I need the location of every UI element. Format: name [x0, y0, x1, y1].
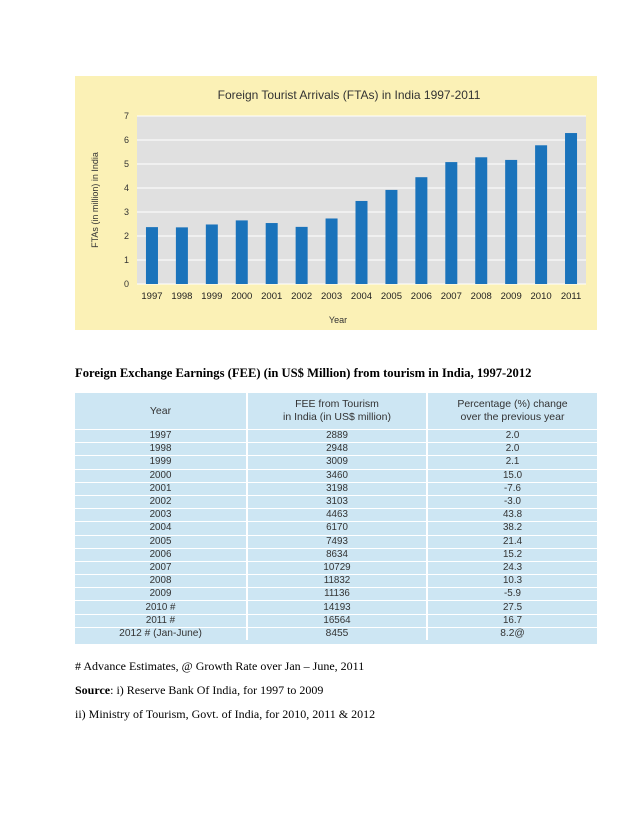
header-year — [75, 393, 247, 430]
cell-year: 2010 # — [75, 601, 247, 614]
note-ministry: ii) Ministry of Tourism, Govt. of India, for 2010, 2011 & 2012 — [75, 707, 376, 721]
fee-table-body — [75, 430, 597, 641]
x-tick-label: 2007 — [440, 291, 462, 302]
cell-year: 2005 — [75, 535, 247, 548]
x-tick-label: 2001 — [261, 291, 283, 302]
cell-pct: 15.2 — [427, 548, 597, 561]
table-row — [75, 482, 597, 495]
x-tick-label: 1999 — [201, 291, 223, 302]
cell-pct: -3.0 — [427, 495, 597, 508]
header-pct-line2: over the previous year — [460, 411, 565, 423]
cell-year: 2008 — [75, 575, 247, 588]
cell-fee: 2948 — [247, 443, 427, 456]
cell-fee: 11136 — [247, 588, 427, 601]
cell-pct: 8.2@ — [427, 627, 597, 640]
cell-year: 2003 — [75, 509, 247, 522]
table-row — [75, 495, 597, 508]
cell-pct: 16.7 — [427, 614, 597, 627]
cell-fee: 7493 — [247, 535, 427, 548]
chart-title: Foreign Tourist Arrivals (FTAs) in India 1997-2011 — [217, 88, 481, 102]
cell-year: 2012 # (Jan-June) — [75, 627, 247, 640]
x-tick-label: 1998 — [171, 291, 193, 302]
note-source — [75, 683, 323, 698]
cell-fee: 8634 — [247, 548, 427, 561]
cell-pct: 27.5 — [427, 601, 597, 614]
y-axis-title: FTAs (in million) in India — [90, 152, 100, 248]
bar-2011 — [565, 133, 577, 284]
x-tick-label: 2010 — [530, 291, 552, 302]
y-tick-label: 6 — [123, 135, 129, 145]
cell-fee: 16564 — [247, 614, 427, 627]
header-pct-line1: Percentage (%) change — [457, 398, 568, 410]
table-row — [75, 522, 597, 535]
bar-2006 — [415, 177, 427, 284]
table-row — [75, 469, 597, 482]
cell-year: 2006 — [75, 548, 247, 561]
cell-fee: 3198 — [247, 482, 427, 495]
header-fee — [247, 393, 427, 430]
x-tick-label: 2005 — [380, 291, 403, 302]
bar-2001 — [266, 223, 278, 284]
bar-2002 — [296, 227, 308, 284]
x-tick-label: 2004 — [350, 291, 373, 302]
x-tick-label: 1997 — [141, 291, 163, 302]
y-tick-label: 3 — [123, 207, 129, 217]
cell-fee: 3460 — [247, 469, 427, 482]
x-tick-label: 2006 — [410, 291, 432, 302]
header-fee-line2: in India (in US$ million) — [283, 411, 391, 423]
x-tick-label: 2000 — [231, 291, 253, 302]
fta-chart-svg — [75, 76, 597, 330]
cell-fee: 11832 — [247, 575, 427, 588]
cell-fee: 6170 — [247, 522, 427, 535]
table-row — [75, 627, 597, 640]
y-tick-label: 4 — [123, 183, 129, 193]
source-label: Source — [75, 683, 111, 697]
cell-fee: 3103 — [247, 495, 427, 508]
bar-1999 — [206, 224, 218, 284]
table-row — [75, 430, 597, 443]
bar-1997 — [146, 227, 158, 284]
bar-2004 — [356, 201, 368, 284]
bar-2000 — [236, 220, 248, 284]
source-text: : i) Reserve Bank Of India, for 1997 to 2009 — [110, 683, 324, 697]
cell-year: 1999 — [75, 456, 247, 469]
cell-year: 2011 # — [75, 614, 247, 627]
x-axis-title: Year — [328, 315, 348, 325]
table-row — [75, 601, 597, 614]
x-tick-label: 2008 — [470, 291, 492, 302]
bar-2007 — [445, 162, 457, 284]
table-row — [75, 575, 597, 588]
table-row — [75, 443, 597, 456]
y-tick-label: 7 — [123, 111, 129, 121]
cell-year: 2009 — [75, 588, 247, 601]
cell-pct: 10.3 — [427, 575, 597, 588]
header-year-label: Year — [149, 404, 172, 417]
fee-table-container — [75, 393, 597, 644]
bar-2010 — [535, 145, 547, 284]
table-row — [75, 614, 597, 627]
header-fee-line1: FEE from Tourism — [295, 398, 379, 410]
bar-2008 — [475, 157, 487, 284]
cell-fee: 8455 — [247, 627, 427, 640]
table-header-row — [75, 393, 597, 430]
table-row — [75, 509, 597, 522]
x-tick-label: 2002 — [291, 291, 313, 302]
cell-fee: 4463 — [247, 509, 427, 522]
header-pct — [427, 393, 597, 430]
bar-1998 — [176, 227, 188, 284]
cell-pct: 21.4 — [427, 535, 597, 548]
fta-chart — [75, 76, 597, 330]
cell-fee: 10729 — [247, 561, 427, 574]
table-row — [75, 588, 597, 601]
cell-fee: 3009 — [247, 456, 427, 469]
fee-table — [75, 393, 597, 640]
cell-year: 1997 — [75, 430, 247, 443]
bar-2003 — [326, 218, 338, 284]
cell-pct: -7.6 — [427, 482, 597, 495]
bar-2009 — [505, 160, 517, 284]
y-tick-label: 2 — [123, 231, 129, 241]
cell-year: 2004 — [75, 522, 247, 535]
cell-pct: 2.0 — [427, 430, 597, 443]
x-tick-label: 2011 — [560, 291, 582, 302]
x-tick-label: 2003 — [320, 291, 343, 302]
table-row — [75, 535, 597, 548]
cell-pct: 2.0 — [427, 443, 597, 456]
note-advance-estimates: # Advance Estimates, @ Growth Rate over Jan – June, 2011 — [75, 659, 365, 673]
cell-year: 2000 — [75, 469, 247, 482]
cell-year: 2001 — [75, 482, 247, 495]
bar-2005 — [385, 190, 397, 284]
cell-year: 2002 — [75, 495, 247, 508]
x-tick-label: 2009 — [500, 291, 522, 302]
cell-pct: 38.2 — [427, 522, 597, 535]
x-axis-labels — [141, 291, 581, 302]
table-row — [75, 456, 597, 469]
y-tick-label: 0 — [123, 279, 129, 289]
table-row — [75, 561, 597, 574]
y-tick-label: 1 — [123, 255, 129, 265]
cell-pct: 15.0 — [427, 469, 597, 482]
cell-pct: 2.1 — [427, 456, 597, 469]
cell-year: 2007 — [75, 561, 247, 574]
y-tick-label: 5 — [123, 159, 129, 169]
cell-fee: 2889 — [247, 430, 427, 443]
cell-pct: 24.3 — [427, 561, 597, 574]
table-row — [75, 548, 597, 561]
y-axis-ticks — [124, 111, 129, 289]
cell-pct: 43.8 — [427, 509, 597, 522]
cell-fee: 14193 — [247, 601, 427, 614]
cell-pct: -5.9 — [427, 588, 597, 601]
cell-year: 1998 — [75, 443, 247, 456]
fee-heading: Foreign Exchange Earnings (FEE) (in US$ Million) from tourism in India, 1997-2012 — [75, 366, 532, 380]
